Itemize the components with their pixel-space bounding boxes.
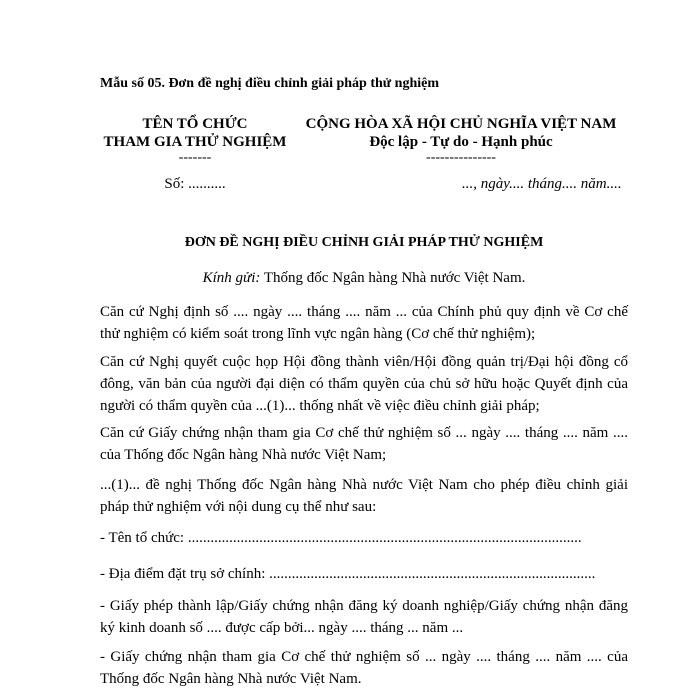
main-title: ĐƠN ĐỀ NGHỊ ĐIỀU CHỈNH GIẢI PHÁP THỬ NGHIỆM [184, 235, 544, 250]
document-date: ..., ngày.... tháng.... năm.... [462, 176, 622, 192]
form-title: Mẫu số 05. Đơn đề nghị điều chỉnh giải pháp thử nghiệm [100, 76, 440, 91]
org-name-line1: TÊN TỔ CHỨC [142, 116, 248, 132]
field-organization-name: - Tên tổ chức: ......................................................................................................... [100, 530, 582, 546]
paragraph-legal-basis-certificate: Căn cứ Giấy chứng nhận tham gia Cơ chế thử nghiệm số ... ngày .... tháng .... năm .... của Thống đốc Ngân hàng Nhà nước Việt Nam; [100, 425, 628, 463]
paragraph-legal-basis-decree: Căn cứ Nghị định số .... ngày .... tháng .... năm ... của Chính phủ quy định về Cơ chế thử nghiệm có kiểm soát trong lĩnh vực ngân hàng (Cơ chế thử nghiệm); [100, 304, 628, 342]
national-title: CỘNG HÒA XÃ HỘI CHỦ NGHĨA VIỆT NAM [305, 116, 617, 132]
recipient-line [100, 271, 628, 286]
field-sandbox-certificate: - Giấy chứng nhận tham gia Cơ chế thử nghiệm số ... ngày .... tháng .... năm .... của Thống đốc Ngân hàng Nhà nước Việt Nam. [100, 649, 628, 687]
org-underline: ------- [178, 150, 212, 165]
org-name-line2: THAM GIA THỬ NGHIỆM [103, 134, 287, 150]
document-number: Số: .......... [164, 176, 226, 192]
recipient-name: Thống đốc Ngân hàng Nhà nước Việt Nam. [263, 270, 526, 286]
national-motto: Độc lập - Tự do - Hạnh phúc [369, 134, 553, 150]
paragraph-request: ...(1)... đề nghị Thống đốc Ngân hàng Nhà nước Việt Nam cho phép điều chỉnh giải pháp thử nghiệm với nội dung cụ thể như sau: [100, 477, 628, 515]
field-head-office: - Địa điểm đặt trụ sở chính: ....................................................................................... [100, 566, 596, 582]
recipient-label: Kính gửi: [202, 270, 261, 286]
national-underline: --------------- [426, 150, 496, 165]
field-license: - Giấy phép thành lập/Giấy chứng nhận đăng ký doanh nghiệp/Giấy chứng nhận đăng ký kinh doanh số .... được cấp bởi... ngày .... tháng ... năm ... [100, 598, 628, 636]
paragraph-legal-basis-resolution: Căn cứ Nghị quyết cuộc họp Hội đồng thành viên/Hội đồng quản trị/Đại hội đồng cổ đông, văn bản của người đại diện có thẩm quyền của chủ sở hữu hoặc Quyết định của người có thẩm quyền của ...(1)... thống nhất về việc điều chỉnh giải pháp; [100, 354, 628, 414]
